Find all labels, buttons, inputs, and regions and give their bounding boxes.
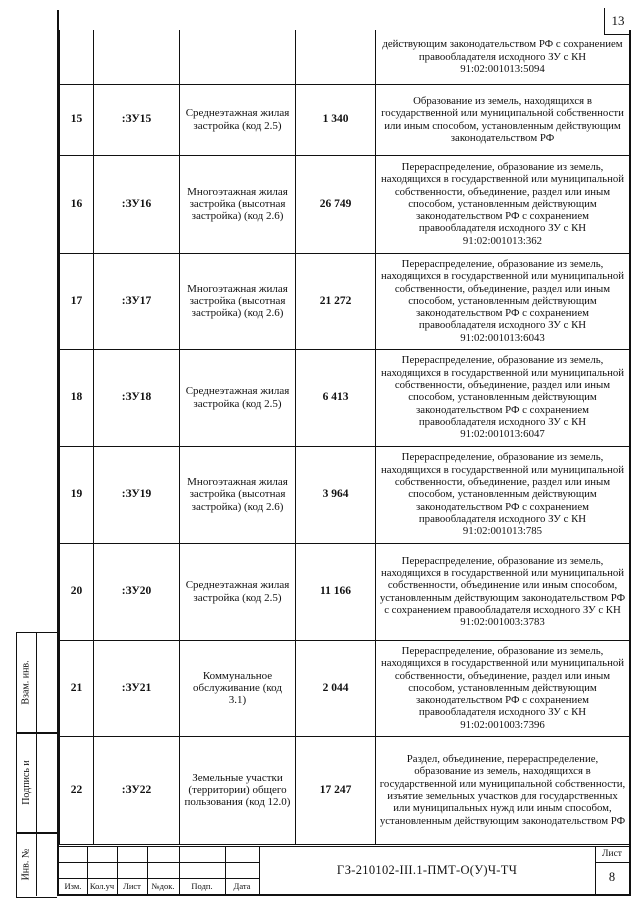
cell-desc: Перераспределение, образование из земель, находящихся в государственной или муниципальной собственности, объединение, раздел или иным способом, установленным действующим законодательством РФ с сохранением правообладателя исходного ЗУ с КН 91:02:001003:7396 [376, 640, 630, 736]
table-row [60, 640, 630, 736]
sheet-number: 8 [608, 870, 616, 884]
tb-label-kol: Кол.уч [89, 881, 115, 891]
table-row [60, 446, 630, 543]
cell-use: Многоэтажная жилая застройка (высотная застройка) (код 2.6) [180, 155, 296, 253]
tb-grid-line [59, 878, 259, 879]
cell-desc: действующим законодательством РФ с сохранением правообладателя исходного ЗУ с КН 91:02:001013:5094 [376, 30, 630, 84]
cell-code: :ЗУ15 [94, 84, 180, 155]
cell-area: 3 964 [296, 446, 376, 543]
cell-code: :ЗУ17 [94, 253, 180, 349]
table-row [60, 543, 630, 640]
cell-desc: Перераспределение, образование из земель, находящихся в государственной или муниципальной собственности, объединение, раздел или иным способом, установленным действующим законодательством РФ с сохранением правообладателя исходного ЗУ с КН 91:02:001013:785 [376, 446, 630, 543]
cell-desc: Перераспределение, образование из земель, находящихся в государственной или муниципальной собственности, объединение, раздел или иным способом, установленным действующим законодательством РФ с сохранением правообладателя исходного ЗУ с КН 91:02:001013:6047 [376, 349, 630, 446]
cell-code: :ЗУ22 [94, 736, 180, 844]
table-row [60, 155, 630, 253]
cell-area: 21 272 [296, 253, 376, 349]
table-row [60, 253, 630, 349]
cell-use: Многоэтажная жилая застройка (высотная застройка) (код 2.6) [180, 253, 296, 349]
page-corner-number: 13 [604, 8, 631, 35]
cell-use: Земельные участки (территории) общего пользования (код 12.0) [180, 736, 296, 844]
title-block [59, 846, 629, 894]
stamp-column-divider [36, 632, 37, 896]
cell-num: 19 [60, 446, 94, 543]
cell-num [60, 30, 94, 84]
cell-use: Среднеэтажная жилая застройка (код 2.5) [180, 543, 296, 640]
tb-label-list: Лист [123, 881, 141, 891]
sheet-label: Лист [602, 849, 622, 859]
tb-sheet-hline [595, 862, 629, 863]
cell-use [180, 30, 296, 84]
stamp-vzam-label: Взам. инв. [20, 659, 32, 705]
cell-area: 6 413 [296, 349, 376, 446]
frame-bottom-line [57, 894, 631, 896]
cell-desc: Перераспределение, образование из земель, находящихся в государственной или муниципальной собственности, объединение или иным способом, установленным действующим законодательством РФ с сохранением правообладателя исходного ЗУ с КН 91:02:001003:3783 [376, 543, 630, 640]
cell-use: Коммунальное обслуживание (код 3.1) [180, 640, 296, 736]
tb-label-izm: Изм. [64, 881, 82, 891]
cell-code: :ЗУ18 [94, 349, 180, 446]
cell-desc: Образование из земель, находящихся в государственной или муниципальной собственности или иным способом, установленным действующим законодательством РФ [376, 84, 630, 155]
cell-num: 17 [60, 253, 94, 349]
tb-label-data: Дата [233, 881, 251, 891]
tb-label-dok: №док. [151, 881, 175, 891]
cell-code: :ЗУ21 [94, 640, 180, 736]
table-row [60, 84, 630, 155]
cell-code: :ЗУ16 [94, 155, 180, 253]
cell-num: 22 [60, 736, 94, 844]
land-plots-table [59, 30, 630, 845]
cell-area: 1 340 [296, 84, 376, 155]
cell-code: :ЗУ19 [94, 446, 180, 543]
tb-grid-line [59, 862, 259, 863]
cell-area: 26 749 [296, 155, 376, 253]
table-row-continuation [60, 30, 630, 84]
cell-area [296, 30, 376, 84]
cell-desc: Перераспределение, образование из земель, находящихся в государственной или муниципальной собственности, объединение, раздел или иным способом, установленным действующим законодательством РФ с сохранением правообладателя исходного ЗУ с КН 91:02:001013:362 [376, 155, 630, 253]
cell-area: 11 166 [296, 543, 376, 640]
cell-use: Среднеэтажная жилая застройка (код 2.5) [180, 84, 296, 155]
cell-num: 16 [60, 155, 94, 253]
stamp-inv-label: Инв. № [20, 848, 32, 880]
cell-num: 20 [60, 543, 94, 640]
cell-num: 15 [60, 84, 94, 155]
cell-desc: Раздел, объединение, перераспределение, образование из земель, находящихся в государственной или муниципальной собственности, изъятие земельных участков для государственных или муниципальных нужд или иным способом, установленным действующим законодательством РФ [376, 736, 630, 844]
cell-code: :ЗУ20 [94, 543, 180, 640]
cell-num: 21 [60, 640, 94, 736]
table-row [60, 736, 630, 844]
cell-desc: Перераспределение, образование из земель, находящихся в государственной или муниципальной собственности, объединение, раздел или иным способом, установленным действующим законодательством РФ с сохранением правообладателя исходного ЗУ с КН 91:02:001013:6043 [376, 253, 630, 349]
table-row [60, 349, 630, 446]
cell-use: Среднеэтажная жилая застройка (код 2.5) [180, 349, 296, 446]
cell-use: Многоэтажная жилая застройка (высотная застройка) (код 2.6) [180, 446, 296, 543]
cell-num: 18 [60, 349, 94, 446]
stamp-podpis-label: Подпись и [20, 759, 32, 805]
document-code: ГЗ-210102-III.1-ПМТ-О(У)Ч-ТЧ [336, 862, 518, 877]
cell-code [94, 30, 180, 84]
cell-area: 2 044 [296, 640, 376, 736]
tb-label-podp: Подп. [191, 881, 213, 891]
cell-area: 17 247 [296, 736, 376, 844]
